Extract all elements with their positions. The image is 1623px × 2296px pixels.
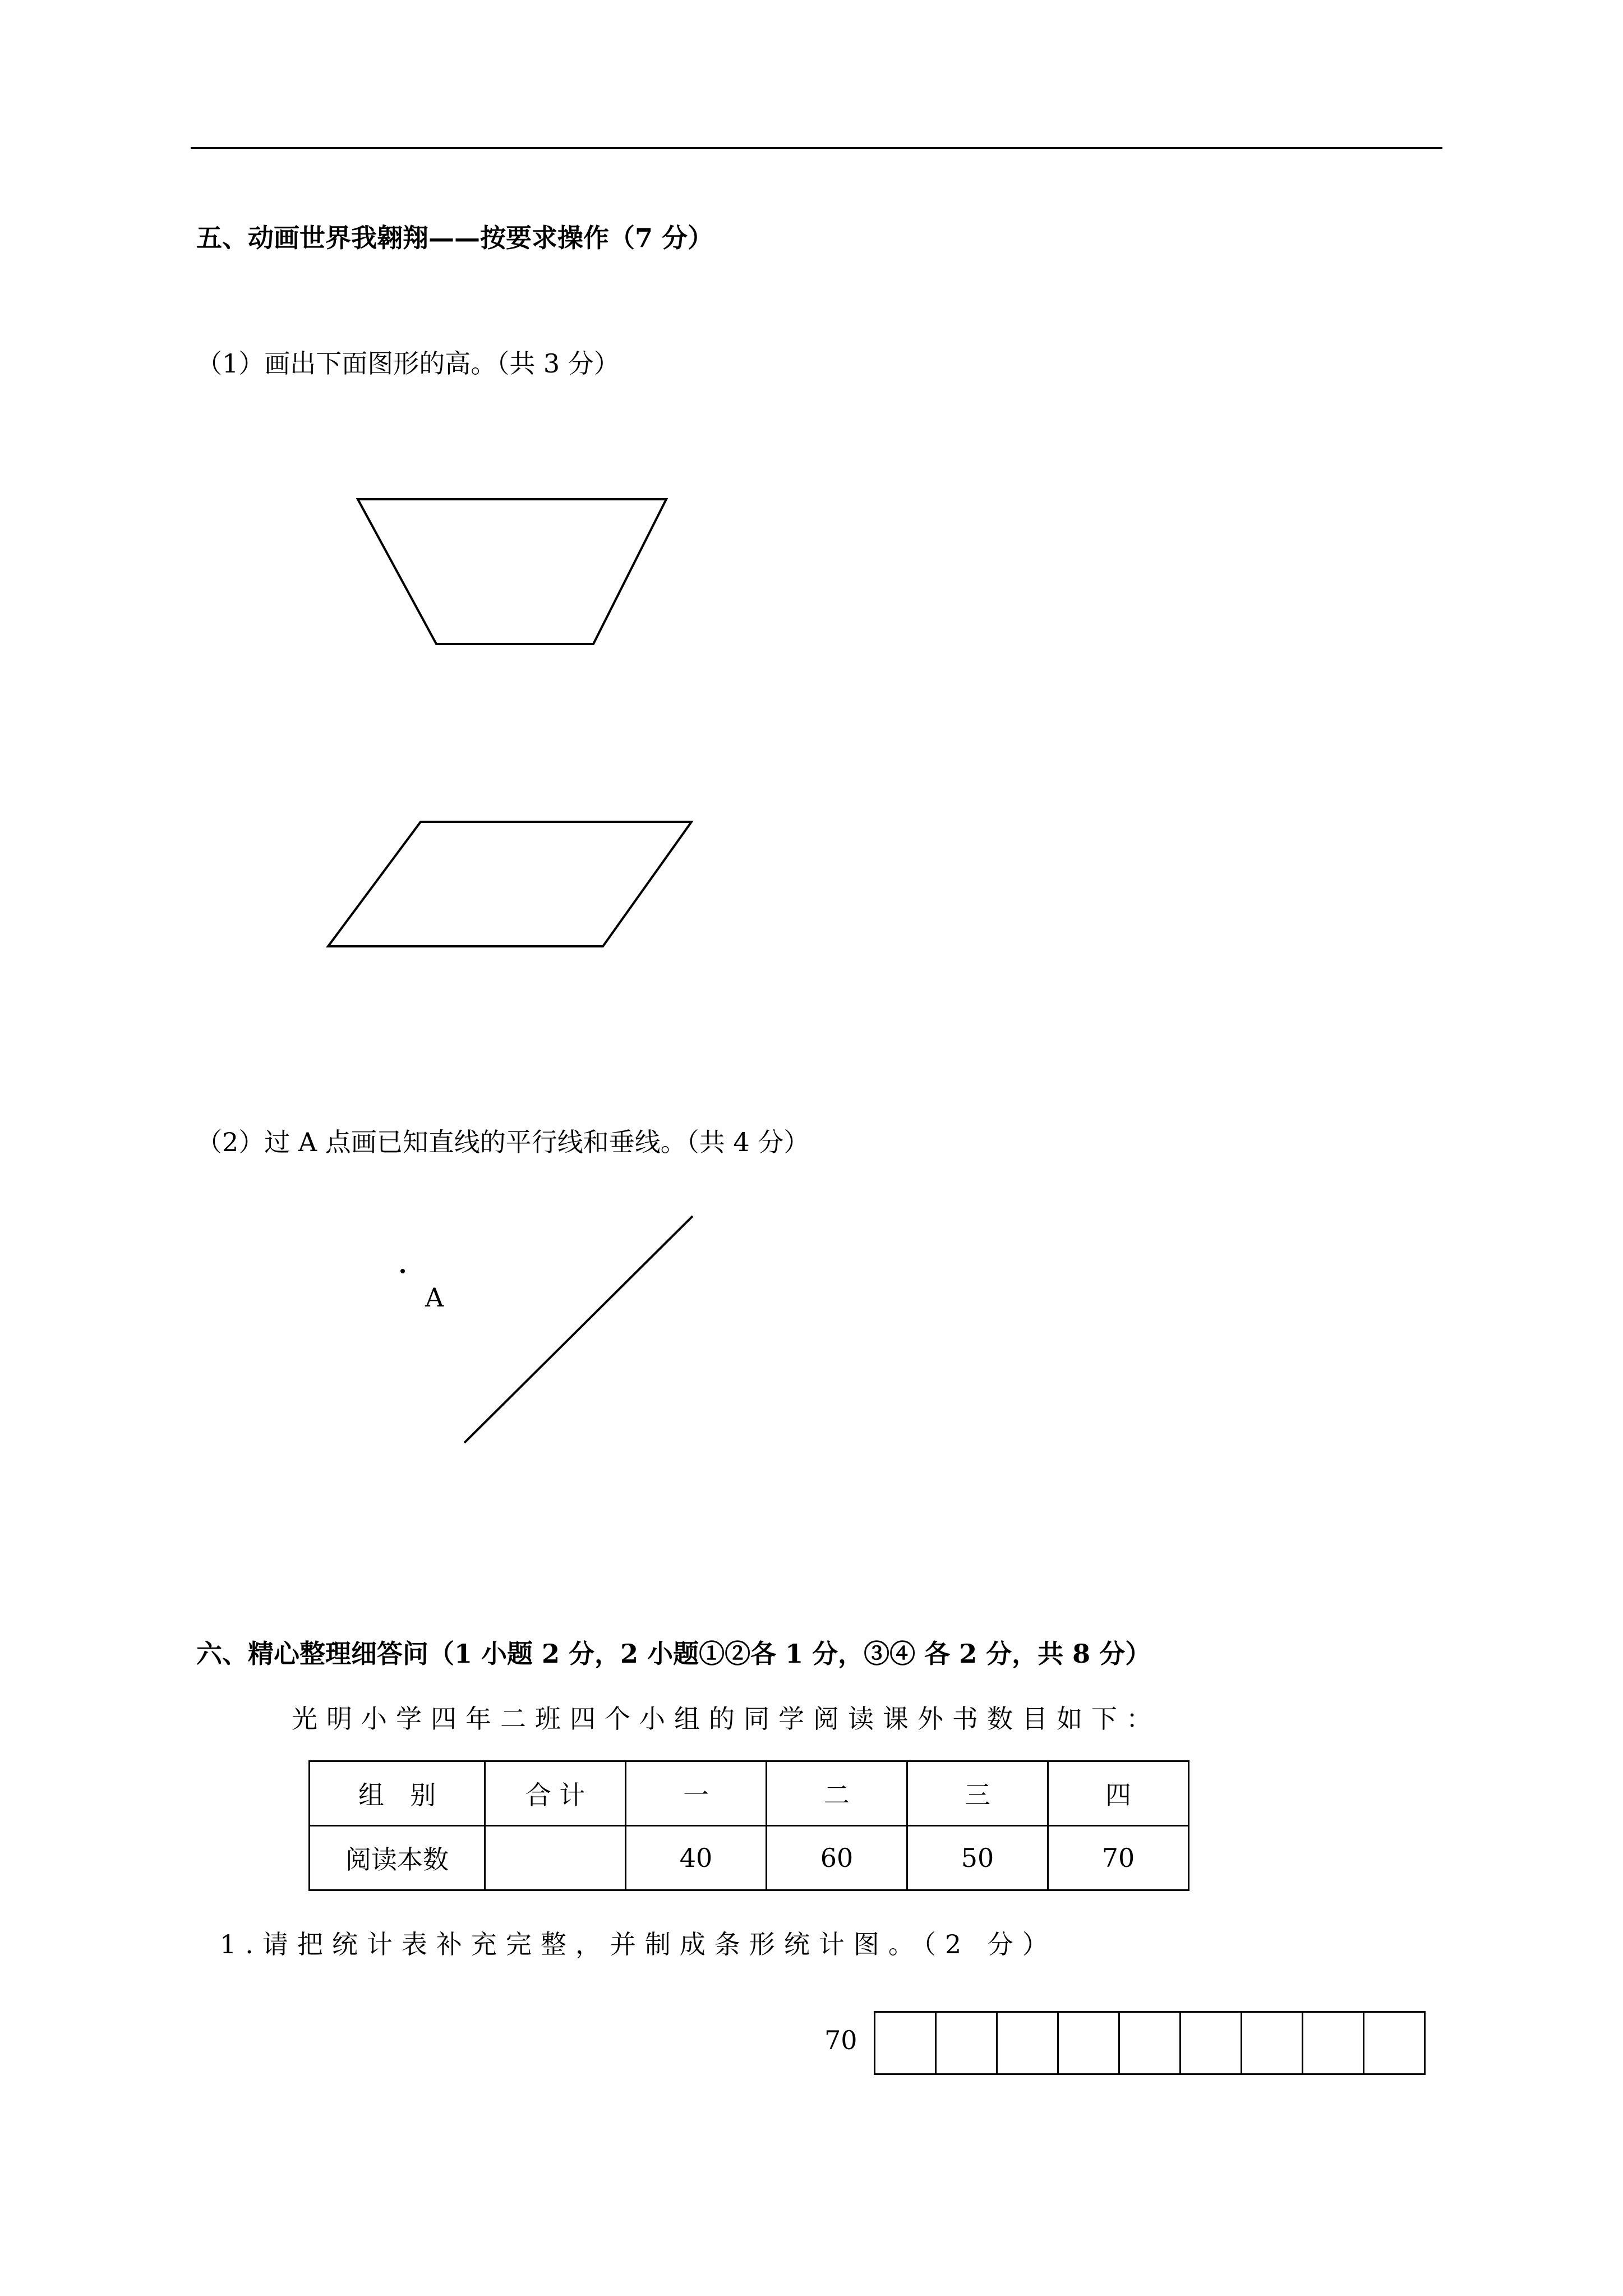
chart-grid-cell[interactable] bbox=[1120, 2011, 1181, 2075]
table-cell: 60 bbox=[767, 1826, 907, 1890]
chart-grid-cell[interactable] bbox=[1242, 2011, 1303, 2075]
section5-question1: （1）画出下面图形的高。（共 3 分） bbox=[196, 348, 620, 379]
table-header-cell: 二 bbox=[767, 1761, 907, 1826]
trapezoid-shape bbox=[358, 499, 666, 644]
section6-intro: 光明小学四年二班四个小组的同学阅读课外书数目如下： bbox=[292, 1704, 1161, 1734]
section6-question1: 1.请把统计表补充完整，并制成条形统计图。（2 分） bbox=[220, 1929, 1057, 1959]
chart-grid-cell[interactable] bbox=[1364, 2011, 1426, 2075]
table-header-cell: 组 别 bbox=[310, 1761, 485, 1826]
point-a-label: A bbox=[425, 1282, 444, 1313]
table-cell-total-blank[interactable] bbox=[485, 1826, 626, 1890]
table-header-cell: 四 bbox=[1048, 1761, 1189, 1826]
table-header-row bbox=[310, 1761, 1189, 1826]
point-a-dot bbox=[400, 1269, 405, 1273]
section5-heading: 五、动画世界我翱翔——按要求操作（7 分） bbox=[196, 223, 714, 253]
table-header-cell: 合 计 bbox=[485, 1761, 626, 1826]
bar-chart-grid[interactable] bbox=[874, 2011, 1426, 2075]
table-cell: 50 bbox=[907, 1826, 1048, 1890]
chart-grid-cell[interactable] bbox=[998, 2011, 1059, 2075]
section6-heading: 六、精心整理细答问（1 小题 2 分，2 小题①②各 1 分，③④ 各 2 分，共 8 分） bbox=[196, 1639, 1151, 1669]
reading-table bbox=[308, 1760, 1189, 1891]
table-row bbox=[310, 1826, 1189, 1890]
chart-grid-cell[interactable] bbox=[1059, 2011, 1120, 2075]
given-line bbox=[464, 1216, 693, 1443]
chart-grid-cell[interactable] bbox=[875, 2011, 937, 2075]
section5-question2: （2）过 A 点画已知直线的平行线和垂线。（共 4 分） bbox=[196, 1127, 810, 1157]
table-header-cell: 三 bbox=[907, 1761, 1048, 1826]
chart-y-label: 70 bbox=[824, 2025, 857, 2055]
chart-grid-cell[interactable] bbox=[937, 2011, 998, 2075]
parallelogram-shape bbox=[328, 822, 691, 946]
table-cell: 40 bbox=[626, 1826, 767, 1890]
table-cell: 70 bbox=[1048, 1826, 1189, 1890]
chart-grid-cell[interactable] bbox=[1181, 2011, 1242, 2075]
table-header-cell: 一 bbox=[626, 1761, 767, 1826]
chart-grid-cell[interactable] bbox=[1303, 2011, 1364, 2075]
table-cell: 阅读本数 bbox=[310, 1826, 485, 1890]
